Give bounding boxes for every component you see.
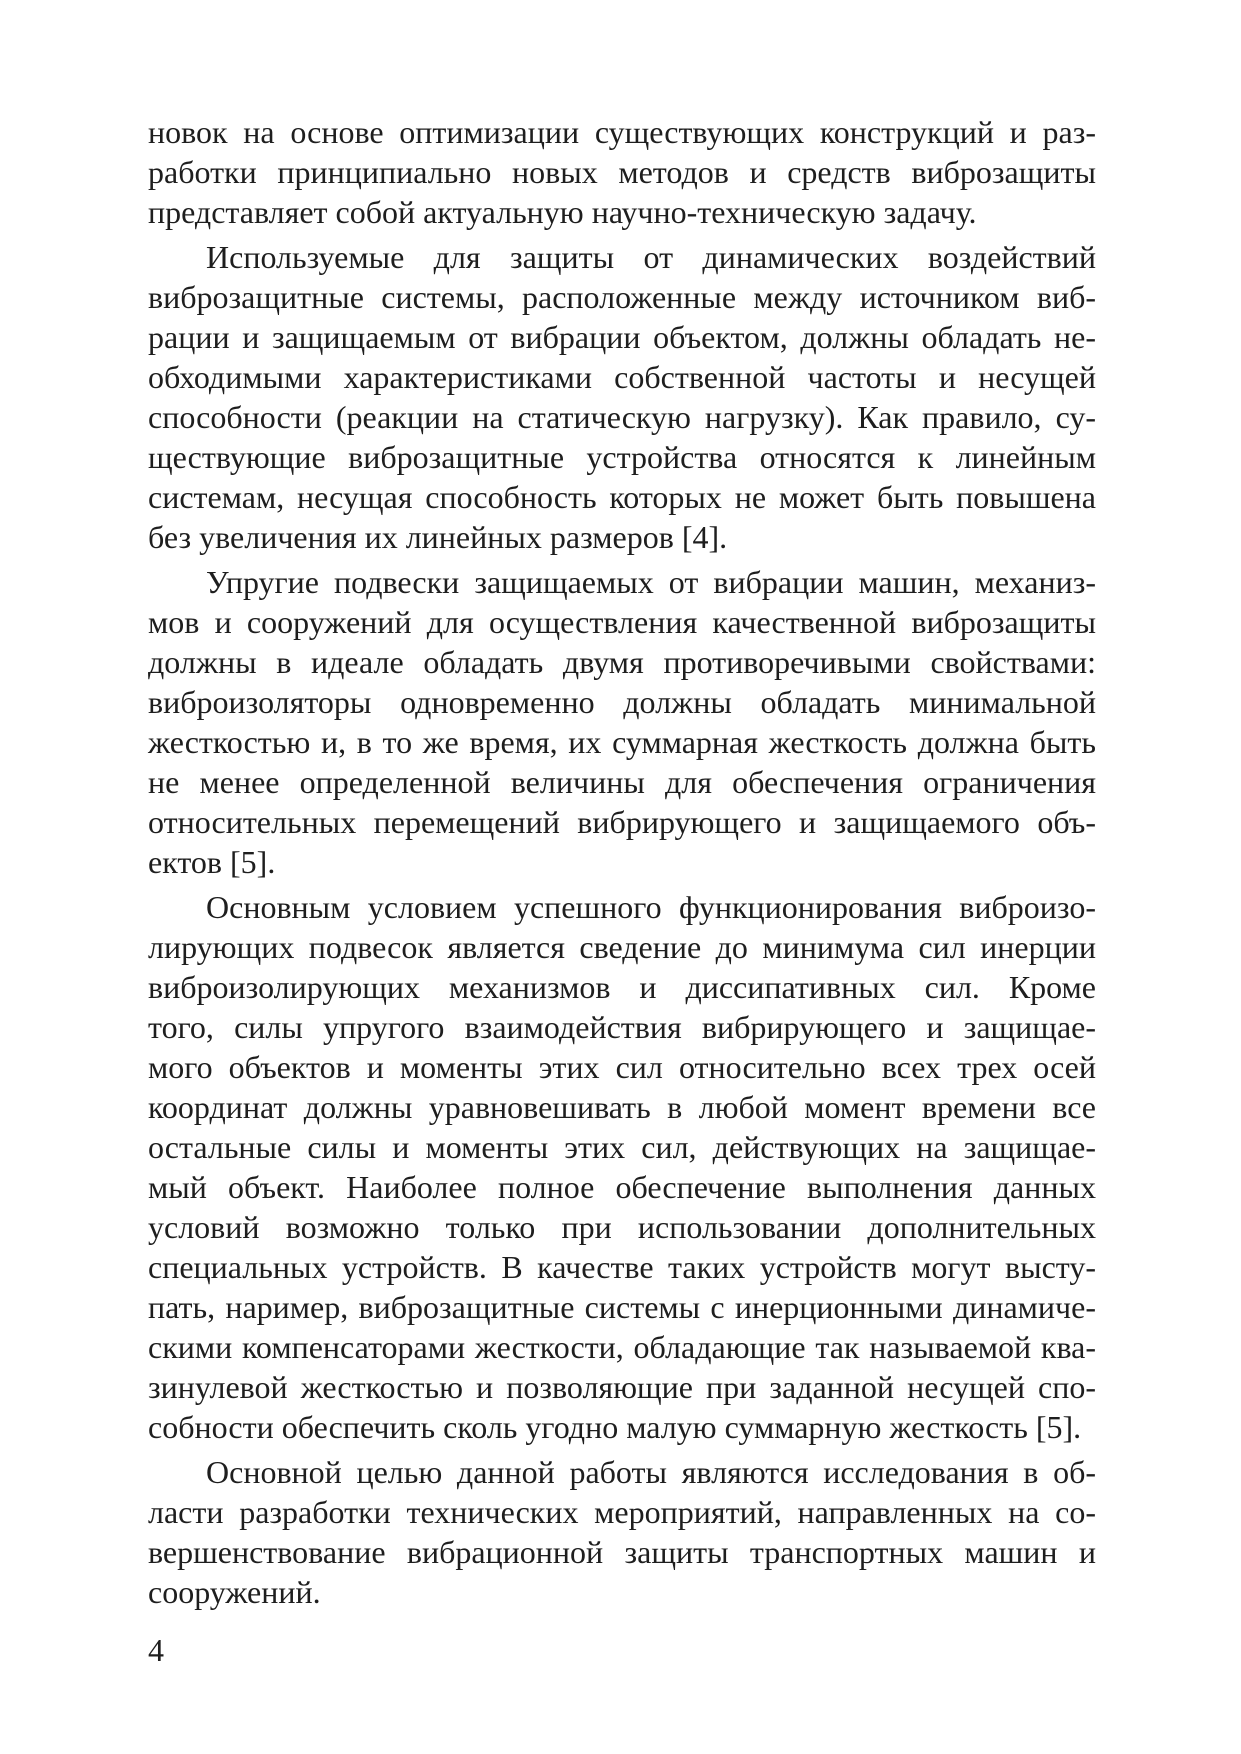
text-line: ществующие виброзащитные устройства относятся к линейным (148, 439, 1096, 475)
text-line: остальные силы и моменты этих сил, действующих на защищае- (148, 1129, 1096, 1165)
text-line: без увеличения их линейных размеров [4]. (148, 519, 728, 555)
text-line: зинулевой жесткостью и позволяющие при заданной несущей спо- (148, 1369, 1096, 1405)
text-line: жесткостью и, в то же время, их суммарная жесткость должна быть (148, 724, 1096, 760)
text-line: виброизолирующих механизмов и диссипативных сил. Кроме (148, 969, 1096, 1005)
text-line: координат должны уравновешивать в любой момент времени все (148, 1089, 1096, 1125)
text-line: новок на основе оптимизации существующих конструкций и раз- (148, 114, 1096, 150)
text-line: мый объект. Наиболее полное обеспечение выполнения данных (148, 1169, 1096, 1205)
text-line: способности (реакции на статическую нагрузку). Как правило, су- (148, 399, 1096, 435)
paragraph-4 (148, 887, 1096, 1447)
text-line: того, силы упругого взаимодействия вибрирующего и защищае- (148, 1009, 1096, 1045)
paragraph-3 (148, 562, 1096, 882)
text-line: системам, несущая способность которых не может быть повышена (148, 479, 1096, 515)
text-line: лирующих подвесок является сведение до минимума сил инерции (148, 929, 1096, 965)
paragraph-5 (148, 1452, 1096, 1612)
text-line: Основной целью данной работы являются исследования в об- (206, 1454, 1096, 1490)
text-line: виброизоляторы одновременно должны обладать минимальной (148, 684, 1096, 720)
text-line: Используемые для защиты от динамических воздействий (206, 239, 1096, 275)
page-body (148, 112, 1096, 1612)
text-line: собности обеспечить сколь угодно малую суммарную жесткость [5]. (148, 1409, 1082, 1445)
text-line: представляет собой актуальную научно-техническую задачу. (148, 194, 977, 230)
text-line: пать, наример, виброзащитные системы с инерционными динамиче- (148, 1289, 1096, 1325)
text-line: работки принципиально новых методов и средств виброзащиты (148, 154, 1096, 190)
text-line: ектов [5]. (148, 844, 276, 880)
text-line: виброзащитные системы, расположенные между источником виб- (148, 279, 1096, 315)
text-line: относительных перемещений вибрирующего и защищаемого объ- (148, 804, 1096, 840)
text-line: сооружений. (148, 1574, 321, 1610)
paragraph-2 (148, 237, 1096, 557)
text-line: ласти разработки технических мероприятий, направленных на со- (148, 1494, 1096, 1530)
text-line: специальных устройств. В качестве таких устройств могут высту- (148, 1249, 1096, 1285)
text-line: должны в идеале обладать двумя противоречивыми свойствами: (148, 644, 1096, 680)
text-line: мого объектов и моменты этих сил относительно всех трех осей (148, 1049, 1096, 1085)
text-line: вершенствование вибрационной защиты транспортных машин и (148, 1534, 1096, 1570)
text-line: Упругие подвески защищаемых от вибрации машин, механиз- (206, 564, 1096, 600)
text-line: мов и сооружений для осуществления качественной виброзащиты (148, 604, 1096, 640)
page-number: 4 (148, 1632, 164, 1668)
paragraph-1 (148, 112, 1096, 232)
text-line: рации и защищаемым от вибрации объектом, должны обладать не- (148, 319, 1096, 355)
text-line: Основным условием успешного функционирования виброизо- (206, 889, 1096, 925)
text-line: условий возможно только при использовании дополнительных (148, 1209, 1096, 1245)
text-line: не менее определенной величины для обеспечения ограничения (148, 764, 1096, 800)
text-line: скими компенсаторами жесткости, обладающие так называемой ква- (148, 1329, 1096, 1365)
text-line: обходимыми характеристиками собственной частоты и несущей (148, 359, 1096, 395)
